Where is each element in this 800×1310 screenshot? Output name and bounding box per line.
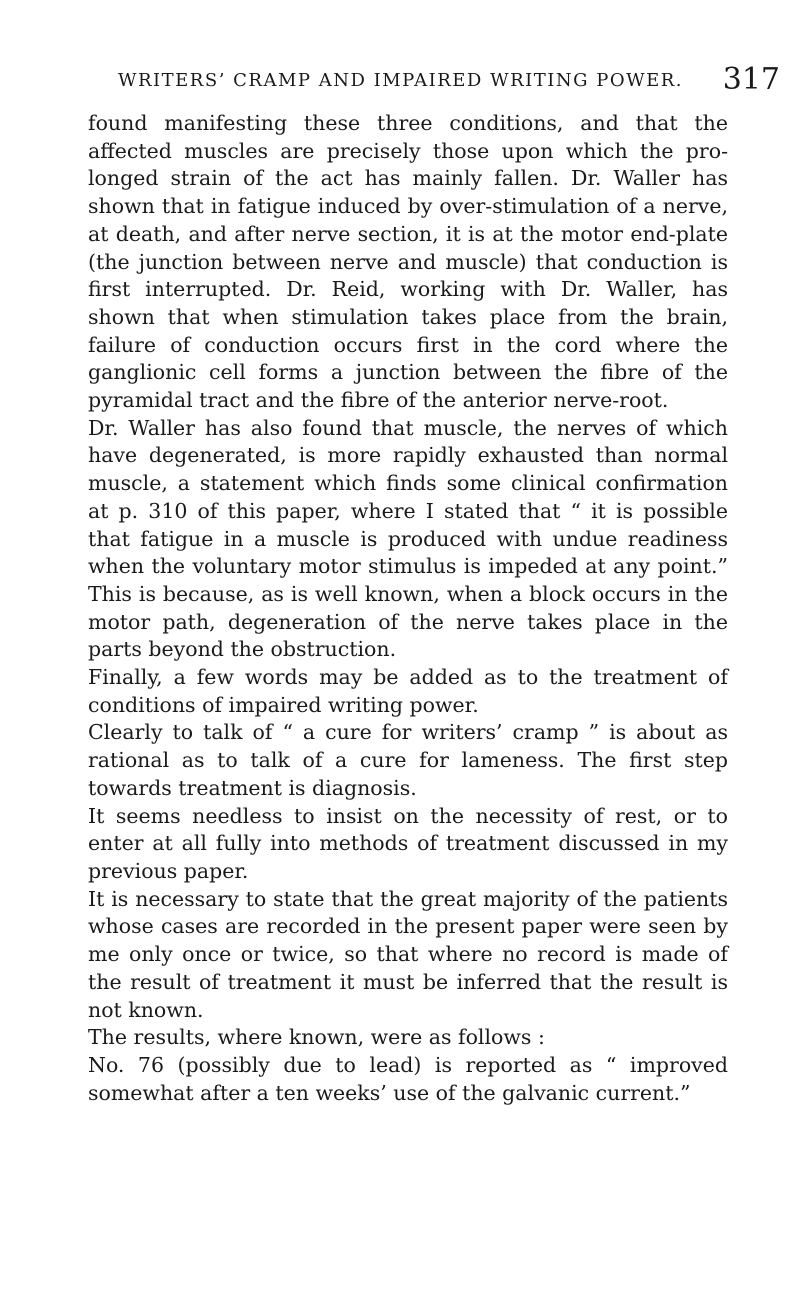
paragraph-treatment-intro: Finally, a few words may be added as to the treatment of conditions of impaired writing power. <box>88 665 728 717</box>
paragraph-case-76: No. 76 (possibly due to lead) is reported as “ improved somewhat after a ten weeks’ use of the galvanic current.” <box>88 1052 728 1105</box>
running-head <box>40 62 780 102</box>
paragraph-cure: Clearly to talk of “ a cure for writers’ cramp ” is about as rational as to talk of a cure for lameness. The first step towards treatment is diagnosis. <box>88 720 728 800</box>
running-title: WRITERS’ CRAMP AND IMPAIRED WRITING POWER. <box>118 70 683 91</box>
paragraph-waller-degeneration: Dr. Waller has also found that muscle, the nerves of which have degenerated, is more rapidly exhausted than normal muscle, a statement which finds some clinical confirmation at p. 310 of this paper, where I stated that “ it is possible that fatigue in a muscle is produced with undue readiness when the voluntary motor stimulus is impeded at any point.” This is because, as is well known, when a block occurs in the motor path, degeneration of the nerve takes place in the parts beyond the obstruction. <box>88 415 728 662</box>
paragraph-rest: It seems needless to insist on the necessity of rest, or to enter at all fully into methods of treatment discussed in my previous paper. <box>88 803 728 883</box>
page-number: 317 <box>722 62 780 97</box>
paragraph-patients: It is necessary to state that the great majority of the patients whose cases are recorded in the present paper were seen by me only once or twice, so that where no record is made of the result of treatment it must be inferred that the result is not known. <box>88 886 728 1022</box>
body-text <box>88 110 728 1107</box>
paragraph-results: The results, where known, were as follows : <box>88 1025 545 1050</box>
paragraph-continued: found manifesting these three conditions, and that the affected muscles are precisely those upon which the prolonged strain of the act has mainly fallen. Dr. Waller has shown that in fatigue induced by over-stimulation of a nerve, at death, and after nerve section, it is at the motor end-plate (the junction between nerve and muscle) that conduction is first interrupted. Dr. Reid, working with Dr. Waller, has shown that when stimulation takes place from the brain, failure of conduction occurs first in the cord where the ganglionic cell forms a junction between the fibre of the pyramidal tract and the fibre of the anterior nerve-root. <box>88 111 728 413</box>
